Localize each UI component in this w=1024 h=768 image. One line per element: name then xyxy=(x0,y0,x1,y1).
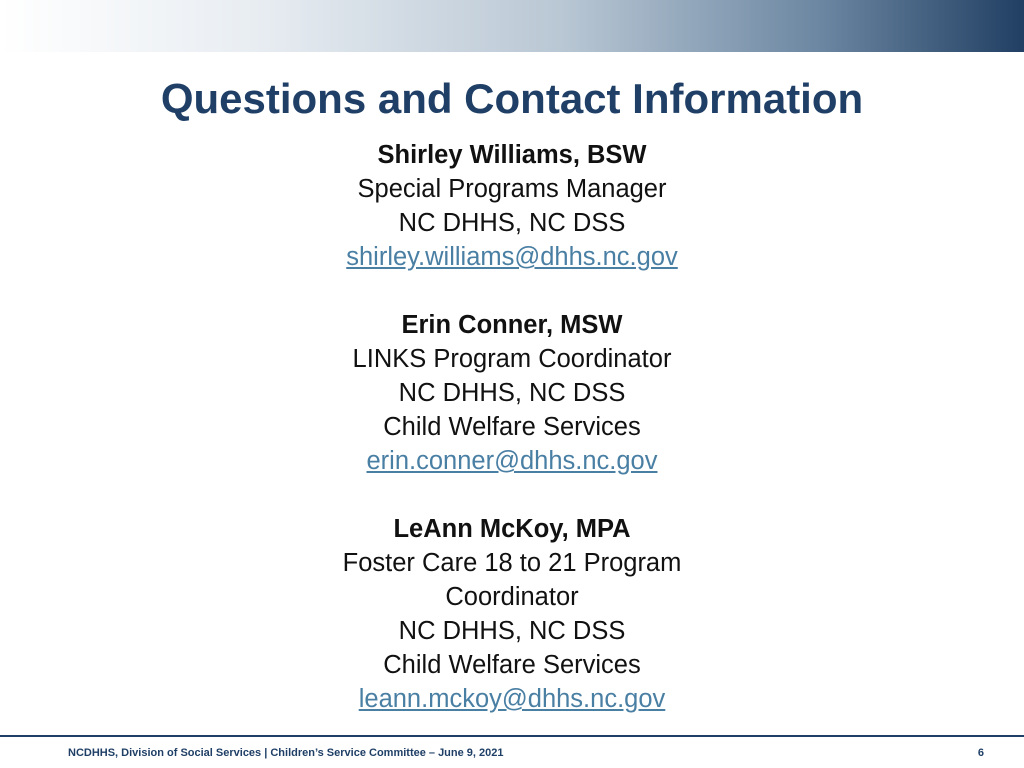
contact-email-link[interactable]: leann.mckoy@dhhs.nc.gov xyxy=(358,685,666,713)
contact-organization: NC DHHS, NC DSS xyxy=(398,379,626,407)
footer-text: NCDHHS, Division of Social Services | Children’s Service Committee – June 9, 2021 xyxy=(68,747,504,759)
contact-shirley-williams xyxy=(262,138,762,274)
contact-email-link[interactable]: shirley.williams@dhhs.nc.gov xyxy=(346,243,678,271)
contact-role: Special Programs Manager xyxy=(357,175,667,203)
header-gradient-banner xyxy=(0,0,1024,52)
contact-organization: NC DHHS, NC DSS xyxy=(398,209,626,237)
contact-name: Shirley Williams, BSW xyxy=(377,141,647,169)
contact-role: LINKS Program Coordinator xyxy=(352,345,672,373)
footer-divider xyxy=(0,735,1024,737)
page-number: 6 xyxy=(977,747,984,759)
contact-department: Child Welfare Services xyxy=(383,651,641,679)
slide-title: Questions and Contact Information xyxy=(160,75,864,122)
contact-name: LeAnn McKoy, MPA xyxy=(393,515,631,543)
contact-role: Foster Care 18 to 21 Program xyxy=(342,549,682,577)
contact-erin-conner xyxy=(262,308,762,478)
contact-leann-mckoy xyxy=(262,512,762,716)
contact-department: Child Welfare Services xyxy=(383,413,641,441)
contact-organization: NC DHHS, NC DSS xyxy=(398,617,626,645)
contact-name: Erin Conner, MSW xyxy=(401,311,623,339)
contact-email-link[interactable]: erin.conner@dhhs.nc.gov xyxy=(366,447,658,475)
contact-list xyxy=(262,138,762,716)
contact-role-continued: Coordinator xyxy=(445,583,579,611)
